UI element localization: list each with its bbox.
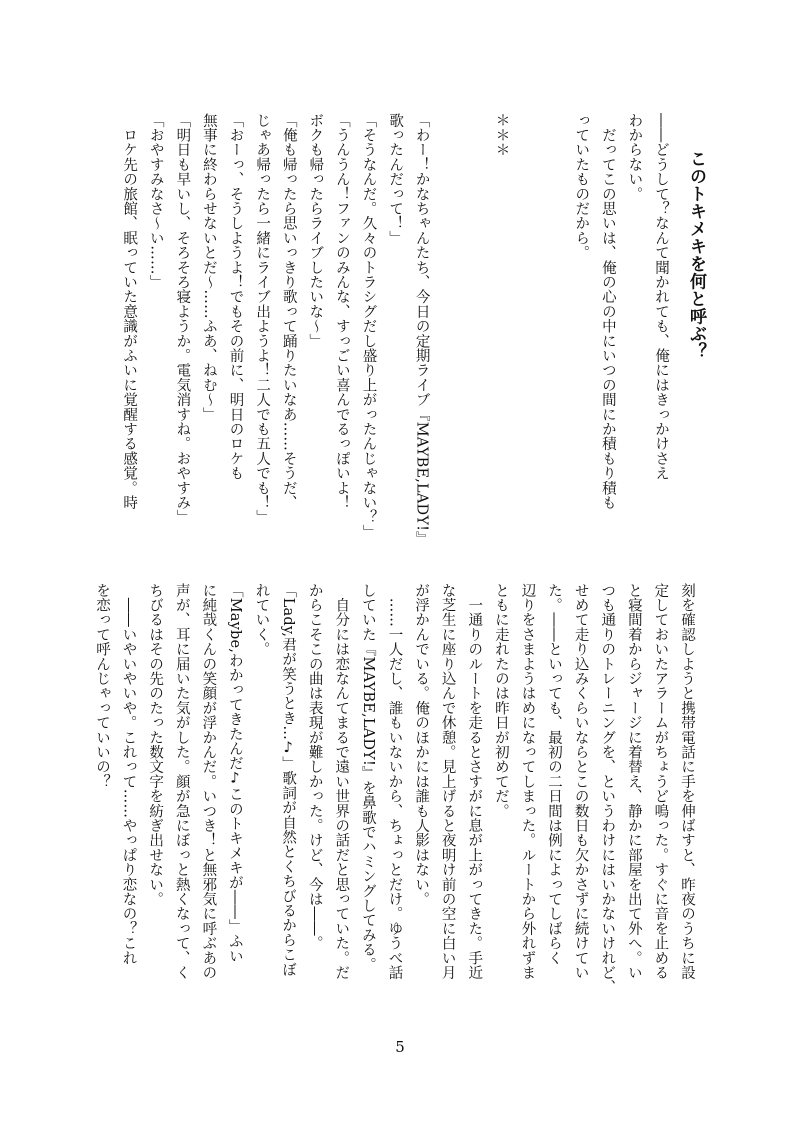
- lower-text-block: 刻を確認しようと携帯電話に手を伸ばすと、昨夜のうちに設 定しておいたアラームがちょうど鳴った。すぐに音を止める と寝間着からジャージに着替え、静かに部屋を出て外へ。い つも通りのトレーニングを、というわけにはいかないけれど、 せめて走り込みくらいならとこの数日も欠かさずに続けてい た。――といっても、最初の二日間は例によってしばらく 辺りをさまようはめになってしまった。ルートから外れずま ともに走れたのは昨日が初めてだ。 一通りのルートを走るとさすがに息が上がってきた。手近 な芝生に座り込んで休憩。見上げると夜明け前の空に白い月 が浮かんでいる。俺のほかには誰も人影はない。 ……一人だし、誰もいないから、ちょっとだけ。ゆうべ話 していた『MAYBE,LADY!』を鼻歌でハミングしてみる。 自分には恋なんてまるで遠い世界の話だと思っていた。だ からこそこの曲は表現が難しかった。けど、今は――。 「Lady,君が笑うとき…♪」歌詞が自然とくちびるからこぼ れていく。 「Maybe,わかってきたんだ♪このトキメキが――」ふい に純哉くんの笑顔が浮かんだ。いつき！と無邪気に呼ぶあの 声が、耳に届いた気がした。顔が急にぼっと熱くなって、く ちびるはその先のたった数文字を紡ぎ出せない。 ――いやいやいや。これって……やっぱり恋なの？これ を恋って呼んじゃっていいの？: [93, 583, 695, 995]
- chapter-title: このトキメキを何と呼ぶ？: [686, 150, 706, 360]
- page-number: 5: [395, 1038, 405, 1056]
- upper-text-block: ――どうして？なんて聞かれても、俺にはきっかけさえ わからない。 だってこの思いは、俺の心の中にいつの間にか積もり積も っていたものだから。 ＊＊＊ 「わー！かなちゃんたち、今日の定期ライブ『MAYBE,LADY!』 歌ったんだって！」 「そうなんだ。久々のトラシグだし盛り上がったんじゃない？」 「うんうん！ファンのみんな、すっごい喜んでるっぽいよ！ ボクも帰ったらライブしたいな～」 「俺も帰ったら思いっきり歌って踊りたいなあ……そうだ、 じゃあ帰ったら一緒にライブ出ようよ！二人でも五人でも！」 「おーっ、そうしようよ！でもその前に、明日のロケも 無事に終わらせないとだ～……ふあ、ねむ～」 「明日も早いし、そろそろ寝ようか。電気消すね。おやすみ」 「おやすみなさ～い……」 ロケ先の旅館、眠っていた意識がふいに覚醒する感覚。時: [121, 113, 669, 546]
